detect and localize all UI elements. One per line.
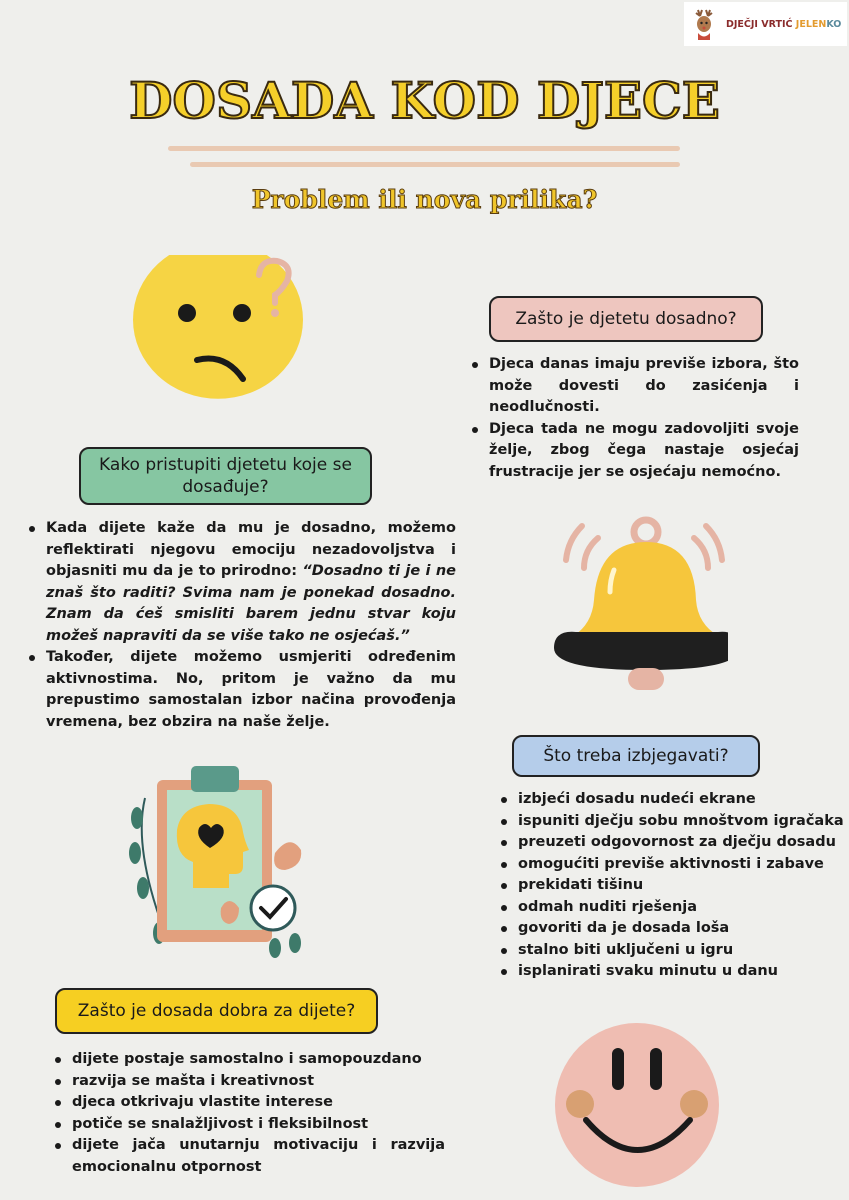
page-title: DOSADA KOD DJECE — [129, 71, 720, 130]
list-item: prekidati tišinu — [518, 875, 849, 897]
why-good-list — [50, 1049, 445, 1178]
logo-text — [726, 19, 841, 30]
list-item: djeca otkrivaju vlastite interese — [72, 1092, 445, 1114]
list-item: stalno biti uključeni u igru — [518, 940, 849, 962]
page-subtitle: Problem ili nova prilika? — [251, 185, 598, 214]
how-approach-list — [24, 518, 456, 733]
list-item: dijete jača unutarnju motivaciju i razvija emocionalnu otpornost — [72, 1135, 445, 1178]
list-item: Djeca danas imaju previše izbora, što može dovesti do zasićenja i neodlučnosti. — [489, 354, 799, 419]
title-divider-top — [168, 146, 680, 151]
quote-text: “Dosadno ti je i ne znaš što raditi? Svima nam je ponekad dosadno. Znam da ćeš smisliti barem jednu stvar koju možeš napraviti da se više tako ne osjećaš.” — [46, 563, 456, 644]
list-item: razvija se mašta i kreativnost — [72, 1071, 445, 1093]
logo-text-part1: DJEČJI VRTIĆ — [726, 18, 796, 30]
list-item: ispuniti dječju sobu mnoštvom igračaka — [518, 811, 849, 833]
list-item: govoriti da je dosada loša — [518, 918, 849, 940]
list-item: omogućiti previše aktivnosti i zabave — [518, 854, 849, 876]
list-item: isplanirati svaku minutu u danu — [518, 961, 849, 983]
kindergarten-logo — [684, 2, 847, 46]
why-good-heading-text: Zašto je dosada dobra za dijete? — [77, 1001, 356, 1021]
bell-icon — [548, 510, 728, 700]
why-bored-list — [467, 354, 799, 483]
how-approach-heading — [79, 447, 372, 505]
why-bored-heading — [489, 296, 763, 342]
list-item: Djeca tada ne mogu zadovoljiti svoje želje, zbog čega nastaje osjećaj frustracije jer se osjećaju nemoćno. — [489, 419, 799, 484]
how-approach-heading-text: Kako pristupiti djetetu koje se dosađuje? — [99, 455, 352, 497]
list-item: dijete postaje samostalno i samopouzdano — [72, 1049, 445, 1071]
confused-face-icon — [125, 255, 310, 400]
list-item — [46, 518, 456, 647]
deer-icon — [688, 6, 722, 42]
list-item: Također, dijete možemo usmjeriti određenim aktivnostima. No, pritom je važno da mu prepustimo samostalan izbor načina provođenja vremena, bez obzira na naše želje. — [46, 647, 456, 733]
why-good-heading — [55, 988, 378, 1034]
list-item: izbjeći dosadu nudeći ekrane — [518, 789, 849, 811]
title-divider-bottom — [190, 162, 680, 167]
why-bored-heading-text: Zašto je djetetu dosadno? — [515, 309, 737, 329]
clipboard-head-heart-icon — [125, 758, 310, 958]
avoid-heading — [512, 735, 760, 777]
avoid-list — [496, 789, 849, 983]
list-item-text: Kada dijete kaže da mu je dosadno, možemo reflektirati njegovu emociju nezadovoljstva i objasniti mu da je to prirodno: — [46, 520, 456, 579]
smiley-face-icon — [552, 1020, 722, 1190]
avoid-heading-text: Što treba izbjegavati? — [543, 746, 729, 766]
list-item: odmah nuditi rješenja — [518, 897, 849, 919]
logo-text-part2: JELEN — [795, 18, 827, 30]
logo-text-part3: KO — [826, 18, 842, 30]
list-item: potiče se snalažljivost i fleksibilnost — [72, 1114, 445, 1136]
list-item: preuzeti odgovornost za dječju dosadu — [518, 832, 849, 854]
